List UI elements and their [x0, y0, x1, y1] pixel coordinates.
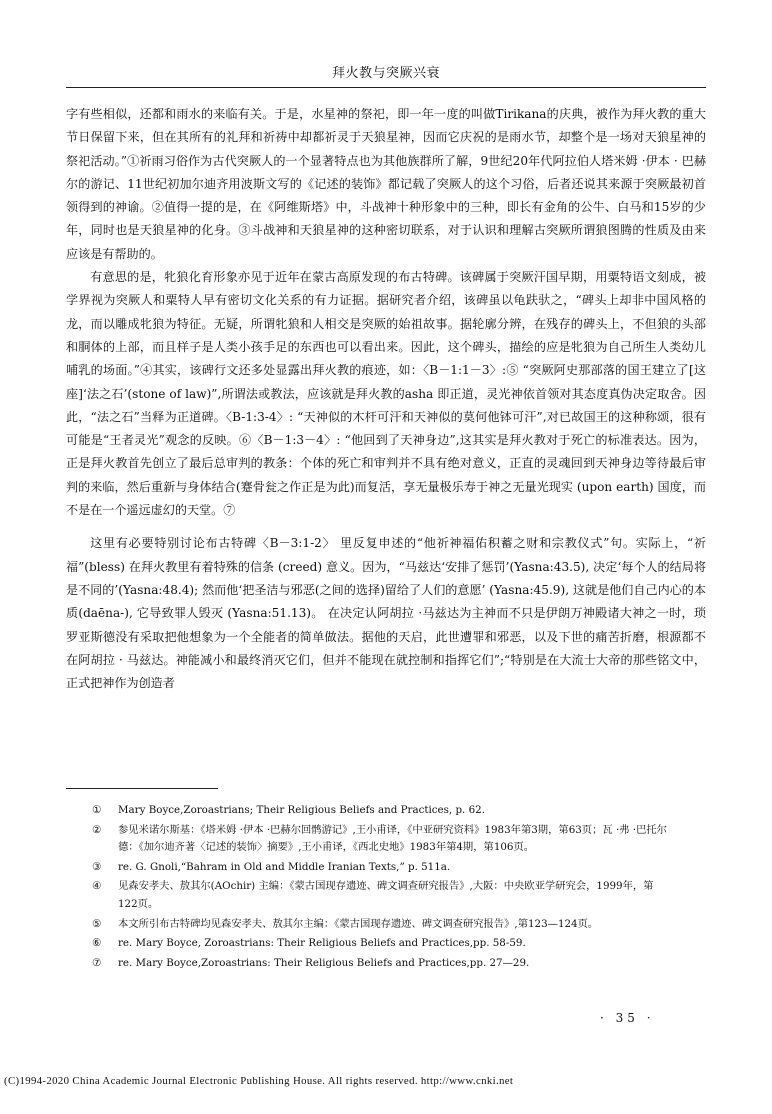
footnote-mark: ① — [92, 804, 102, 816]
footnote-text: re. G. Gnoli,“Bahram in Old and Middle Iranian Texts,” p. 511a. — [118, 860, 451, 873]
footnote — [92, 802, 672, 820]
footnote-text: re. Mary Boyce, Zoroastrians: Their Religious Beliefs and Practices,pp. 58-59. — [118, 937, 526, 950]
running-header: 拜火教与突厥兴衰 — [331, 66, 440, 81]
footnote-mark: ③ — [92, 860, 102, 873]
footnote — [92, 935, 672, 953]
footnotes — [92, 802, 672, 974]
header-rule — [66, 87, 706, 88]
paragraph: 这里有必要特别讨论布古特碑〈B－3:1-2〉 里反复申述的“他祈神福佑积蓄之财和宗教仪式”句。实际上，“祈福”(bless) 在拜火教里有着特殊的信条 (creed) 意义。因为，“马兹达‘安排了惩罚’(Yasna:43.5), 决定‘每个人的结局将是不同的’(Yasna:48.4); 然而他‘把圣洁与邪恶(之间的选择)留给了人们的意愿’ (Yasna:45.9), 这就是他们自己内心的本质(daēna-), 它导致罪人毁灭 (Yasna:51.13)。 在决定认阿胡拉 ·马兹达为主神而不只是伊朗万神殿诸大神之一时，琐罗亚斯德没有采取把他想象为一个全能者的简单做法。据他的天启，此世遭罪和邪恶，以及下世的痛苦折磨，根源都不在阿胡拉 · 马兹达。神能减小和最终消灭它们，但并不能现在就控制和指挥它们”;“特别是在大流士大帝的那些铭文中，正式把神作为创造者 — [66, 536, 706, 691]
footnote — [92, 955, 672, 973]
footnote — [92, 859, 672, 877]
footnote-text: re. Mary Boyce,Zoroastrians: Their Religious Beliefs and Practices,pp. 27—29. — [118, 956, 530, 969]
footnote-mark: ⑦ — [92, 956, 102, 969]
page-number: · 35 · — [600, 1011, 655, 1025]
footnote — [92, 822, 672, 857]
body-text — [66, 103, 706, 695]
footnote-text: 参见米诺尔斯基：《塔米姆 ·伊本 ·巴赫尔回鹘游记》,王小甫译，《中亚研究资料》1983年第3期，第63页；瓦 ·弗 ·巴托尔德：《加尔迪齐著〈记述的装饰〉摘要》,王小甫译，《西北史地》1983年第4期，第106页。 — [118, 823, 667, 854]
footnote-text: 本文所引布古特碑均见森安孝夫、敖其尔主编：《蒙古国现存遗迹、碑文调查研究报告》,第123—124页。 — [118, 917, 599, 930]
footnote-text: Mary Boyce,Zoroastrians; Their Religious Beliefs and Practices, p. 62. — [118, 804, 485, 816]
footnote-mark: ⑥ — [92, 937, 102, 950]
footnote-rule — [66, 788, 218, 789]
copyright-notice: (C)1994-2020 China Academic Journal Electronic Publishing House. All rights reserved. http://www.cnki.net — [4, 1075, 514, 1087]
footnote — [92, 916, 672, 934]
footnote-mark: ② — [92, 823, 102, 836]
footnote-mark: ⑤ — [92, 917, 102, 930]
paragraph: 字有些相似，还都和雨水的来临有关。于是，水星神的祭祀，即一年一度的叫做Tirikana的庆典，被作为拜火教的重大节日保留下来，但在其所有的礼拜和祈祷中却都祈灵于天狼星神，因而它庆祝的是雨水节，却整个是一场对天狼星神的祭祀活动。”①祈雨习俗作为古代突厥人的一个显著特点也为其他族群所了解，9世纪20年代阿拉伯人塔米姆 ·伊本 · 巴赫尔的游记、11世纪初加尔迪齐用波斯文写的《记述的装饰》都记载了突厥人的这个习俗，后者还说其来源于突厥最初首领得到的神谕。②值得一提的是，在《阿维斯塔》中，斗战神十种形象中的三种，即长有金角的公牛、白马和15岁的少年，同时也是天狼星神的化身。③斗战神和天狼星神的这种密切联系，对于认识和理解古突厥所谓狼图腾的性质及由来应该是有帮助的。 — [66, 107, 706, 261]
footnote-mark: ④ — [92, 880, 102, 893]
footnote-text: 见森安孝夫、敖其尔(AOchir) 主编：《蒙古国现存遗迹、碑文调查研究报告》,大阪：中央欧亚学研究会，1999年，第122页。 — [118, 880, 654, 910]
paragraph: 有意思的是，牝狼化育形象亦见于近年在蒙古高原发现的布古特碑。该碑属于突厥汗国早期，用粟特语文刻成，被学界视为突厥人和粟特人早有密切文化关系的有力证据。据研究者介绍，该碑虽以龟趺驮之，“碑头上却非中国风格的龙，而以雕成牝狼为特征。无疑，所谓牝狼和人相交是突厥的始祖故事。据轮廓分辨，在残存的碑头上，不但狼的头部和胴体的上部，而且样子是人类小孩手足的东西也可以看出来。因此，这个碑头，描绘的应是牝狼为自己所生人类幼儿哺乳的场面。”④其实，该碑行文还多处显露出拜火教的痕迹，如：〈B－1:1－3〉:⑤ “突厥阿史那部落的国王建立了[这座]‘法之石’(stone of law)”,所谓法或教法，应该就是拜火教的asha 即正道，灵光神依首领对其态度真伪决定取舍。因此，“法之石”当释为正道碑。〈B-1:3-4〉: “天神似的木杆可汗和天神似的莫何他钵可汗”,对已故国王的这种称颂，很有可能是“王者灵光”观念的反映。⑥〈B－1:3－4〉: “他回到了天神身边”,这其实是拜火教对于死亡的标准表达。因为，正是拜火教首先创立了最后总审判的教条：个体的死亡和审判并不具有绝对意义，正直的灵魂回到天神身边等待最后审判的来临，然后重新与身体结合(蹇骨瓮之作正是为此)而复活，享无量极乐寿于神之无量光现实 (upon earth) 国度，而不是在一个遥远虚幻的天堂。⑦ — [66, 270, 706, 518]
footnote — [92, 878, 672, 913]
